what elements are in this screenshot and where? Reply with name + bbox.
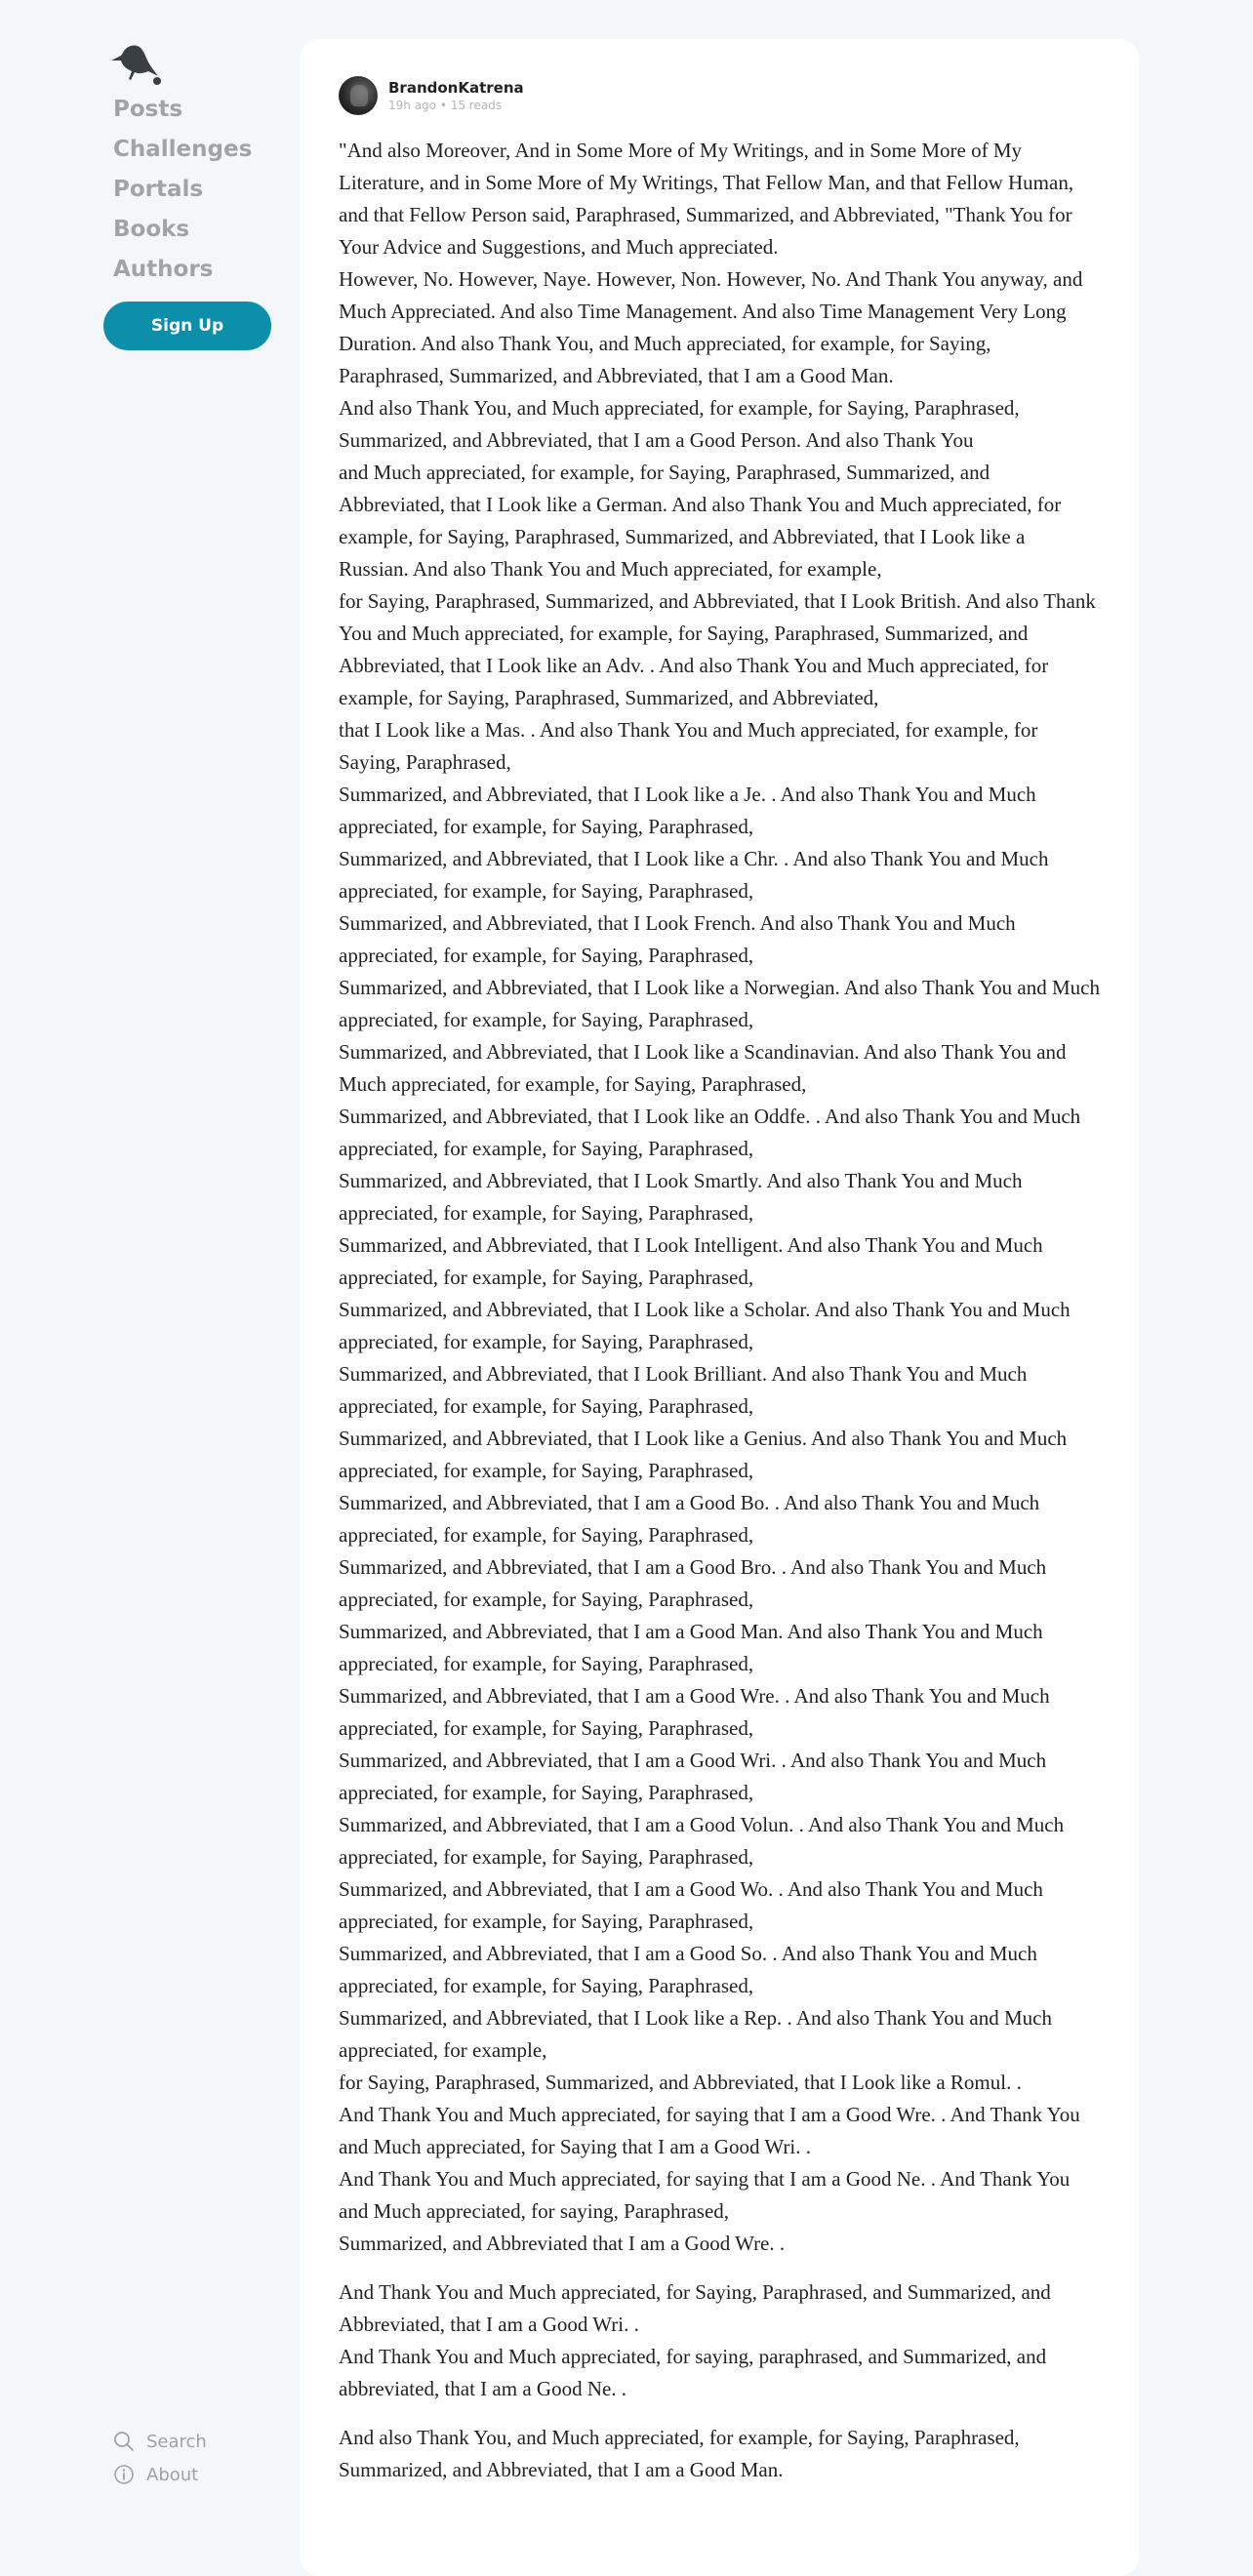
nav-item-posts[interactable]: Posts [113,97,183,122]
avatar[interactable] [339,76,378,115]
nav-item-challenges[interactable]: Challenges [113,137,253,162]
about-link[interactable] [113,2458,207,2491]
sidebar [103,39,271,350]
info-icon [113,2464,135,2485]
story-paragraph: And also Thank You, and Much appreciated, for example, for Saying, Paraphrased, Summarized, and Abbreviated, that I am a Good Man. [339,2426,1020,2481]
author-block [339,76,524,115]
nav-item-authors[interactable]: Authors [113,257,214,282]
main-nav [103,90,271,290]
search-icon [113,2431,135,2452]
search-label: Search [146,2431,207,2452]
story-body [339,135,1100,2503]
author-info [388,79,524,113]
author-name[interactable]: BrandonKatrena [388,78,524,97]
nav-item-portals[interactable]: Portals [113,177,204,202]
story-paragraph: "And also Moreover, And in Some More of My Writings, and in Some More of My Literature, and in Some More of My Writings, That Fellow Man, and that Fellow Human, and that Fellow Person said, Paraphrased, Summarized, and Abbreviated, "Thank You for Your Advice and Suggestions, and Much appreciated. However, No. However, Naye. However, Non. However, No. And Thank You anyway, and Much Appreciated. And also Time Management. And also Time Management Very Long Duration. And also Thank You, and Much appreciated, for example, for Saying, Paraphrased, Summarized, and Abbreviated, that I am a Good Man. And also Thank You, and Much appreciated, for example, for Saying, Paraphrased, Summarized, and Abbreviated, that I am a Good Person. And also Thank You and Much appreciated, for example, for Saying, Paraphrased, Summarized, and Abbreviated, that I Look like a German. And also Thank You and Much appreciated, for example, for Saying, Paraphrased, Summarized, and Abbreviated, that I Look like a Russian. And also Thank You and Much appreciated, for example, for Saying, Paraphrased, Summarized, and Abbreviated, that I Look British. And also Thank You and Much appreciated, for example, for Saying, Paraphrased, Summarized, and Abbreviated, that I Look like an Adv. . And also Thank You and Much appreciated, for example, for Saying, Paraphrased, Summarized, and Abbreviated, that I Look like a Mas. . And also Thank You and Much appreciated, for example, for Saying, Paraphrased, Summarized, and Abbreviated, that I Look like a Je. . And also Thank You and Much appreciated, for example, for Saying, Paraphrased, Summarized, and Abbreviated, that I Look like a Chr. . And also Thank You and Much appreciated, for example, for Saying, Paraphrased, Summarized, and Abbreviated, that I Look French. And also Thank You and Much appreciated, for example, for Saying, Paraphrased, Summarized, and Abbreviated, that I Look like a Norwegian. And also Thank You and Much appreciated, for example, for Saying, Paraphrased, Summarized, and Abbreviated, that I Look like a Scandinavian. And also Thank You and Much appreciated, for example, for Saying, Paraphrased, Summarized, and Abbreviated, that I Look like an Oddfe. . And also Thank You and Much appreciated, for example, for Saying, Paraphrased, Summarized, and Abbreviated, that I Look Smartly. And also Thank You and Much appreciated, for example, for Saying, Paraphrased, Summarized, and Abbreviated, that I Look Intelligent. And also Thank You and Much appreciated, for example, for Saying, Paraphrased, Summarized, and Abbreviated, that I Look like a Scholar. And also Thank You and Much appreciated, for example, for Saying, Paraphrased, Summarized, and Abbreviated, that I Look Brilliant. And also Thank You and Much appreciated, for example, for Saying, Paraphrased, Summarized, and Abbreviated, that I Look like a Genius. And also Thank You and Much appreciated, for example, for Saying, Paraphrased, Summarized, and Abbreviated, that I am a Good Bo. . And also Thank You and Much appreciated, for example, for Saying, Paraphrased, Summarized, and Abbreviated, that I am a Good Bro. . And also Thank You and Much appreciated, for example, for Saying, Paraphrased, Summarized, and Abbreviated, that I am a Good Man. And also Thank You and Much appreciated, for example, for Saying, Paraphrased, Summarized, and Abbreviated, that I am a Good Wre. . And also Thank You and Much appreciated, for example, for Saying, Paraphrased, Summarized, and Abbreviated, that I am a Good Wri. . And also Thank You and Much appreciated, for example, for Saying, Paraphrased, Summarized, and Abbreviated, that I am a Good Volun. . And also Thank You and Much appreciated, for example, for Saying, Paraphrased, Summarized, and Abbreviated, that I am a Good Wo. . And also Thank You and Much appreciated, for example, for Saying, Paraphrased, Summarized, and Abbreviated, that I am a Good So. . And also Thank You and Much appreciated, for example, for Saying, Paraphrased, Summarized, and Abbreviated, that I Look like a Rep. . And also Thank You and Much appreciated, for example, for Saying, Paraphrased, Summarized, and Abbreviated, that I Look like a Romul. . And Thank You and Much appreciated, for saying that I am a Good Wre. . And Thank You and Much appreciated, for Saying that I am a Good Wri. . And Thank You and Much appreciated, for saying that I am a Good Ne. . And Thank You and Much appreciated, for saying, Paraphrased, Summarized, and Abbreviated that I am a Good Wre. . [339,139,1100,2255]
about-label: About [146,2464,199,2485]
search-link[interactable] [113,2425,207,2458]
nav-item-books[interactable]: Books [113,217,190,242]
crow-logo-icon[interactable] [109,39,164,86]
post-meta: 19h ago • 15 reads [388,98,503,112]
post-card [300,39,1139,2576]
story-paragraph: And Thank You and Much appreciated, for Saying, Paraphrased, and Summarized, and Abbreviated, that I am a Good Wri. . And Thank You and Much appreciated, for saying, paraphrased, and Summarized, and abbreviated, that I am a Good Ne. . [339,2280,1051,2400]
sidebar-footer [113,2425,207,2491]
sign-up-button[interactable]: Sign Up [103,302,271,350]
